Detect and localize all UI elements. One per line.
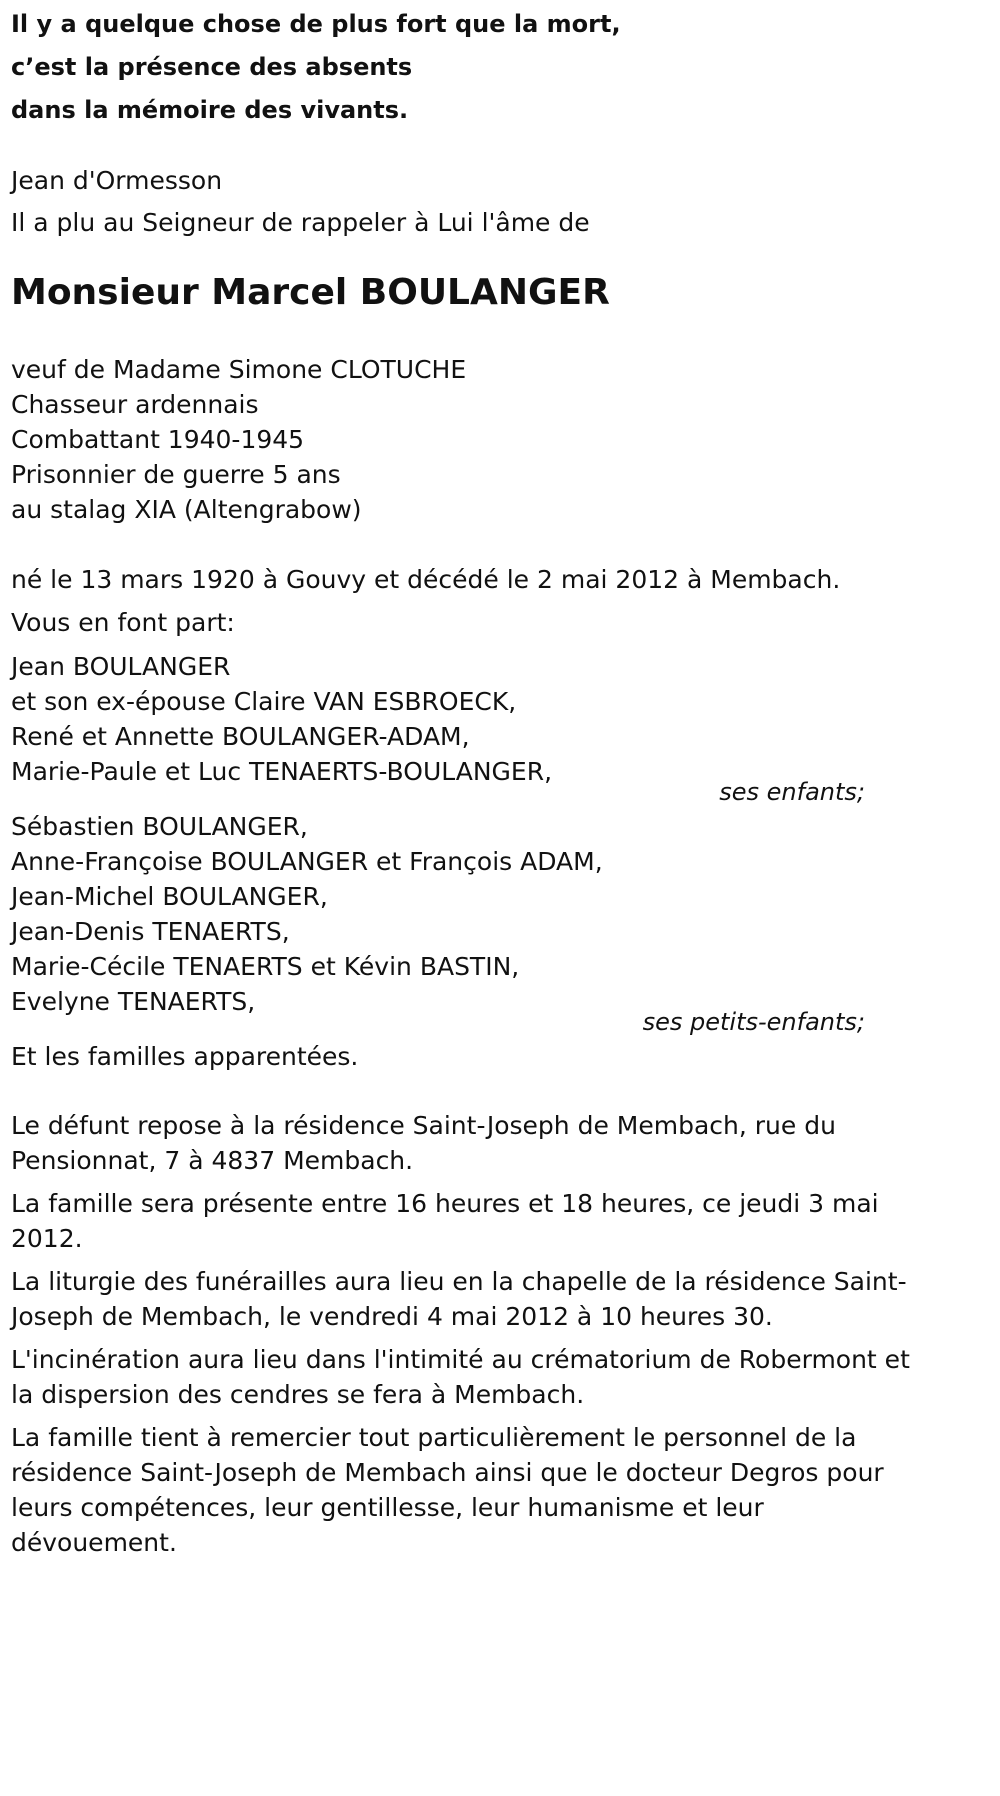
paragraph-line: la dispersion des cendres se fera à Membach. [11, 1380, 585, 1409]
grandchildren-label: ses petits-enfants; [642, 1008, 865, 1036]
paragraph-line: résidence Saint-Joseph de Membach ainsi que le docteur Degros pour [11, 1458, 884, 1487]
paragraph-line: 2012. [11, 1224, 83, 1253]
paragraph-line: Pensionnat, 7 à 4837 Membach. [11, 1146, 414, 1175]
grandchild-entry: Evelyne TENAERTS, [11, 987, 256, 1016]
paragraph-line: Le défunt repose à la résidence Saint-Joseph de Membach, rue du [11, 1111, 836, 1140]
bio-line: au stalag XIA (Altengrabow) [11, 495, 362, 524]
child-entry: Marie-Paule et Luc TENAERTS-BOULANGER, [11, 757, 553, 786]
paragraph-line: La liturgie des funérailles aura lieu en la chapelle de la résidence Saint- [11, 1267, 907, 1296]
paragraph-line: Joseph de Membach, le vendredi 4 mai 2012 à 10 heures 30. [11, 1302, 773, 1331]
grandchild-entry: Marie-Cécile TENAERTS et Kévin BASTIN, [11, 952, 520, 981]
paragraph-line: L'incinération aura lieu dans l'intimité au crématorium de Robermont et [11, 1345, 910, 1374]
grandchild-entry: Anne-Françoise BOULANGER et François ADAM, [11, 847, 603, 876]
child-entry: Jean BOULANGER [11, 652, 231, 681]
quote-line-2: c’est la présence des absents [11, 53, 413, 81]
quote-line-3: dans la mémoire des vivants. [11, 96, 409, 124]
paragraph-line: La famille tient à remercier tout particulièrement le personnel de la [11, 1423, 857, 1452]
paragraph-line: dévouement. [11, 1528, 177, 1557]
intro-text: Il a plu au Seigneur de rappeler à Lui l'âme de [11, 208, 590, 237]
grandchild-entry: Jean-Michel BOULANGER, [11, 882, 328, 911]
bio-line: Chasseur ardennais [11, 390, 259, 419]
grandchild-entry: Sébastien BOULANGER, [11, 812, 308, 841]
paragraph-line: leurs compétences, leur gentillesse, leur humanisme et leur [11, 1493, 764, 1522]
paragraph-line: La famille sera présente entre 16 heures et 18 heures, ce jeudi 3 mai [11, 1189, 879, 1218]
bio-line: Prisonnier de guerre 5 ans [11, 460, 341, 489]
child-entry: et son ex-épouse Claire VAN ESBROECK, [11, 687, 517, 716]
grandchild-entry: Jean-Denis TENAERTS, [11, 917, 290, 946]
deceased-name: Monsieur Marcel BOULANGER [11, 272, 610, 313]
birth-death: né le 13 mars 1920 à Gouvy et décédé le 2 mai 2012 à Membach. [11, 565, 841, 594]
announce: Vous en font part: [11, 608, 235, 637]
families-text: Et les familles apparentées. [11, 1042, 359, 1071]
bio-line: veuf de Madame Simone CLOTUCHE [11, 355, 467, 384]
child-entry: René et Annette BOULANGER-ADAM, [11, 722, 470, 751]
children-label: ses enfants; [719, 778, 865, 806]
quote-line-1: Il y a quelque chose de plus fort que la mort, [11, 10, 621, 38]
quote-author: Jean d'Ormesson [11, 166, 223, 195]
bio-line: Combattant 1940-1945 [11, 425, 305, 454]
